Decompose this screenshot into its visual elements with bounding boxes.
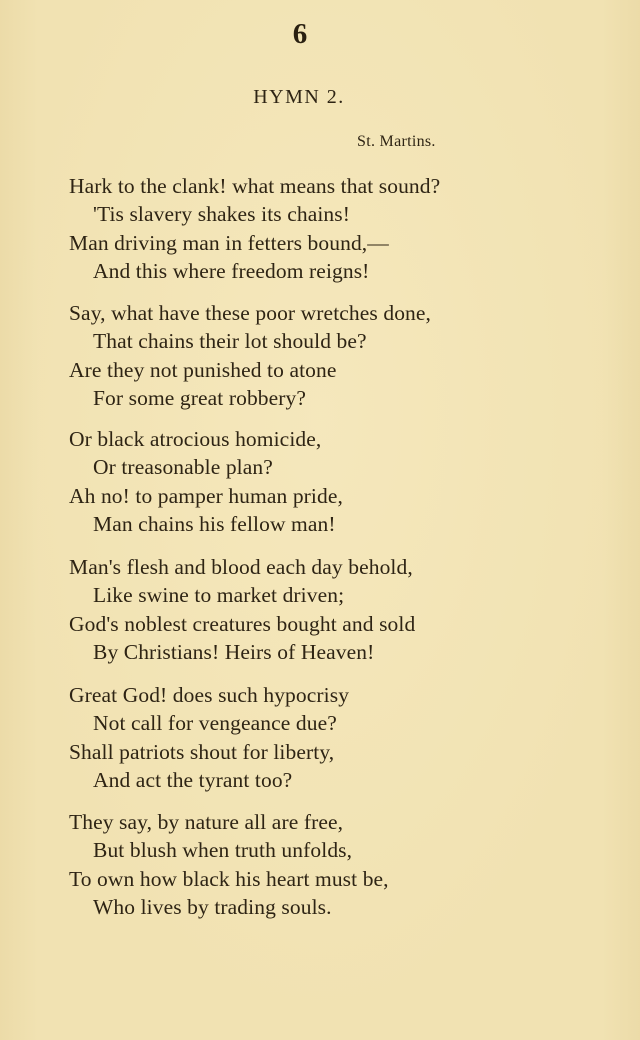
- verse-line: Shall patriots shout for liberty,: [69, 739, 335, 764]
- stanza-2: [69, 299, 589, 412]
- stanza-1: [69, 172, 589, 285]
- stanza-6: [69, 808, 589, 921]
- verse-line: Not call for vengeance due?: [93, 711, 337, 736]
- verse-line: That chains their lot should be?: [93, 329, 367, 354]
- verse-line: Are they not punished to atone: [69, 357, 337, 382]
- stanza-3: [69, 425, 589, 538]
- verse-line: Man's flesh and blood each day behold,: [69, 555, 413, 579]
- stanza-5: [69, 681, 589, 794]
- tune-name: St. Martins.: [357, 133, 436, 150]
- verse-line: Who lives by trading souls.: [93, 894, 332, 919]
- verse-line: Or treasonable plan?: [93, 455, 273, 480]
- hymn-title: HYMN 2.: [253, 86, 345, 108]
- verse-line: And this where freedom reigns!: [93, 258, 370, 283]
- verse-line: Man chains his fellow man!: [93, 511, 336, 536]
- verse-line: Say, what have these poor wretches done,: [69, 301, 432, 325]
- verse-line: Like swine to market driven;: [93, 583, 345, 608]
- verse-line: They say, by nature all are free,: [69, 810, 344, 834]
- verse-line: Or black atrocious homicide,: [69, 427, 322, 451]
- page-number: 6: [292, 18, 308, 50]
- verse-line: 'Tis slavery shakes its chains!: [93, 202, 350, 227]
- verse-line: For some great robbery?: [93, 385, 307, 410]
- verse-line: Great God! does such hypocrisy: [69, 683, 350, 707]
- verse-line: By Christians! Heirs of Heaven!: [93, 639, 375, 664]
- verse-line: Hark to the clank! what means that sound?: [69, 174, 441, 198]
- verse-line: But blush when truth unfolds,: [93, 838, 353, 863]
- verse-line: Ah no! to pamper human pride,: [69, 483, 343, 508]
- verse-line: And act the tyrant too?: [93, 767, 293, 792]
- stanza-4: [69, 553, 589, 666]
- verse-line: To own how black his heart must be,: [69, 866, 389, 891]
- verse-line: Man driving man in fetters bound,—: [69, 230, 389, 255]
- verse-line: God's noblest creatures bought and sold: [69, 611, 416, 636]
